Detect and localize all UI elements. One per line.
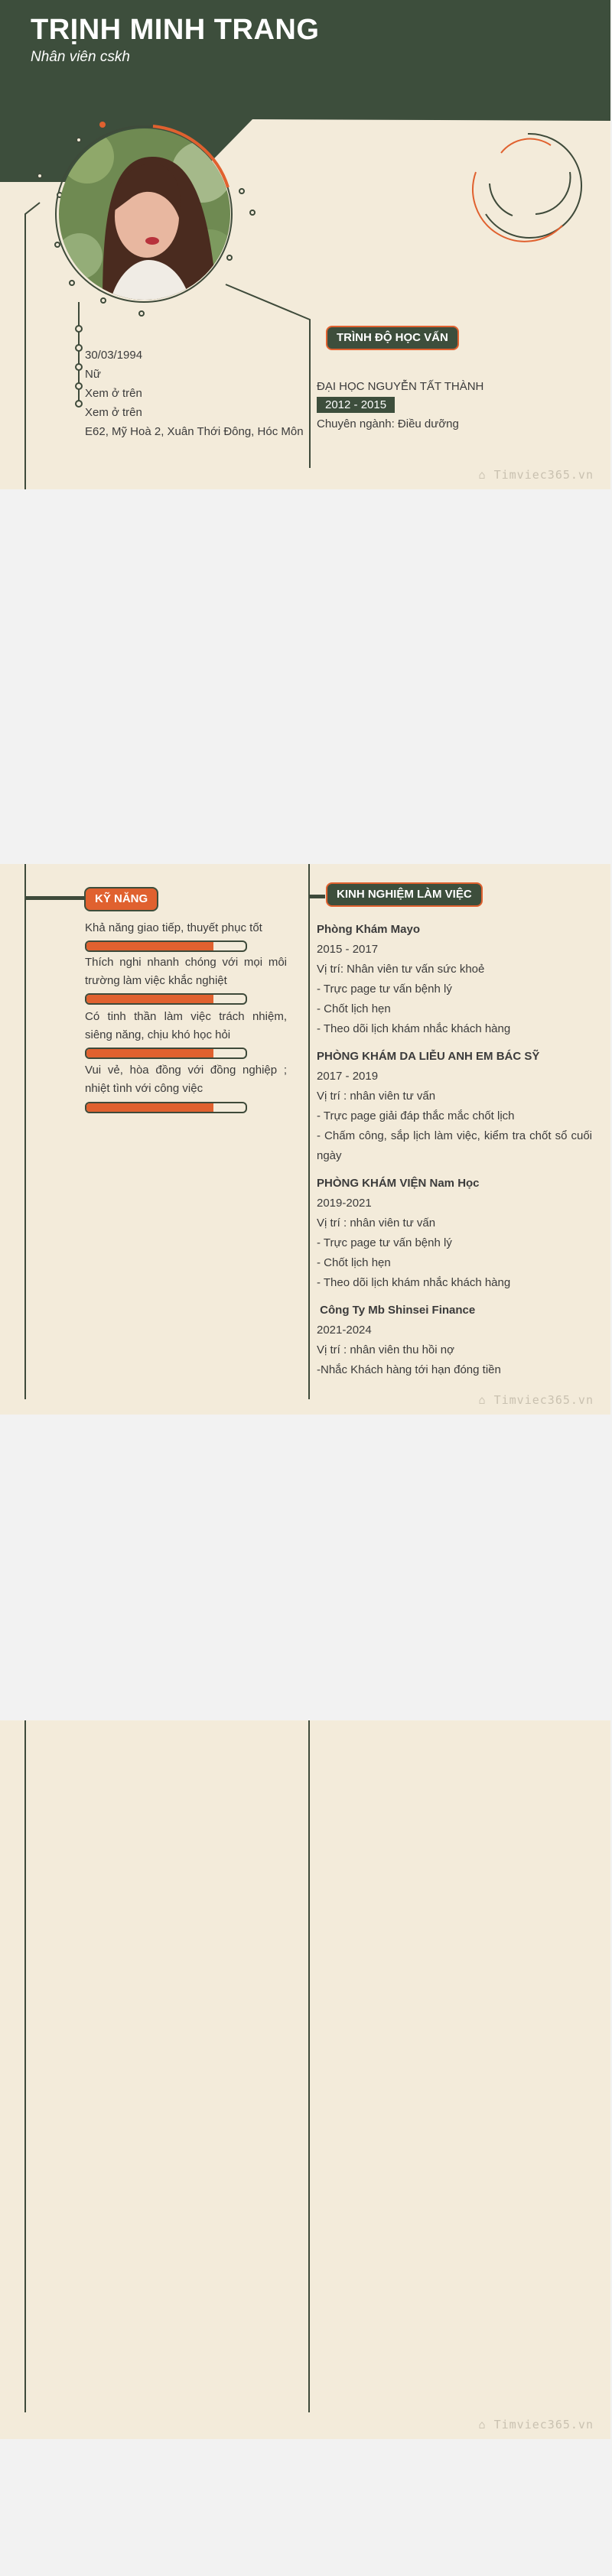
job-company: PHÒNG KHÁM DA LIỄU ANH EM BÁC SỸ [317,1050,540,1063]
job-line: Vị trí : nhân viên tư vấn [317,1090,436,1103]
skills-heading: KỸ NĂNG [84,887,158,911]
job-period: 2017 - 2019 [317,1070,379,1083]
cv-page-3 [0,1720,610,2439]
phone: Xem ở trên [85,387,142,400]
skill-item-4: Vui vẻ, hòa đồng với đồng nghiệp ; nhiệt tình với công việc [85,1064,287,1095]
watermark [479,468,594,482]
skill-item-1: Khả năng giao tiếp, thuyết phục tốt [85,921,262,934]
cv-page-1 [0,0,610,489]
birthday: 30/03/1994 [85,349,143,362]
skill-bar-fill [86,942,213,950]
job-company: Phòng Khám Mayo [317,923,421,936]
education-years: 2012 - 2015 [317,397,395,413]
watermark [479,2418,594,2431]
job-line: - Chốt lịch hẹn [317,1256,391,1269]
job-line: Vị trí : nhân viên thu hồi nợ [317,1343,454,1356]
experience-connector [308,895,325,898]
job-line: - Chốt lịch hẹn [317,1002,391,1015]
left-timeline-line [24,1720,26,2412]
job-4 [317,1301,592,1380]
experience-list [317,920,592,1380]
skill-bar-fill [86,1103,213,1112]
job-line: - Theo dõi lịch khám nhắc khách hàng [317,1276,511,1289]
job-period: 2015 - 2017 [317,943,379,956]
cv-page-2 [0,864,610,1415]
job-line: - Theo dõi lịch khám nhắc khách hàng [317,1022,511,1035]
skill-item-3: Có tinh thần làm việc trách nhiệm, siêng năng, chịu khó học hỏi [85,1010,287,1041]
job-line: - Chấm công, sắp lịch làm việc, kiểm tra chốt sổ cuối ngày [317,1129,592,1162]
skill-item-2: Thích nghi nhanh chóng với mọi môi trường làm việc khắc nghiệt [85,956,287,987]
decorative-circles [473,134,581,242]
job-company: PHÒNG KHÁM VIỆN Nam Học [317,1177,480,1190]
skills-connector [24,896,86,900]
skill-bar-4 [85,1102,247,1113]
job-2 [317,1047,592,1166]
job-line: - Trực page giải đáp thắc mắc chốt lịch [317,1109,515,1122]
job-line: - Trực page tư vấn bệnh lý [317,1236,452,1249]
left-timeline-line [24,864,26,1399]
education-heading: TRÌNH ĐỘ HỌC VẤN [326,326,459,350]
job-line: -Nhắc Khách hàng tới hạn đóng tiền [317,1363,501,1376]
watermark-icon: ⌂ [478,468,494,482]
job-period: 2019-2021 [317,1197,372,1210]
candidate-name: TRỊNH MINH TRANG [31,14,320,46]
gender: Nữ [85,368,101,381]
watermark-text: Timviec365.vn [493,2418,594,2431]
watermark-text: Timviec365.vn [493,468,594,482]
avatar [57,126,233,302]
experience-heading: KINH NGHIỆM LÀM VIỆC [326,882,483,907]
job-3 [317,1174,592,1293]
watermark-text: Timviec365.vn [493,1393,594,1407]
job-1 [317,920,592,1039]
job-line: - Trực page tư vấn bệnh lý [317,983,452,996]
skill-bar-2 [85,993,247,1005]
skill-bar-fill [86,1049,213,1057]
watermark-icon: ⌂ [478,2418,494,2431]
education-school: ĐẠI HỌC NGUYỄN TẤT THÀNH [317,380,484,393]
skill-bar-1 [85,940,247,952]
job-line: Vị trí: Nhân viên tư vấn sức khoẻ [317,963,485,976]
skill-bar-3 [85,1048,247,1059]
watermark [479,1393,594,1407]
email: Xem ở trên [85,406,142,419]
skill-bar-fill [86,995,213,1003]
job-period: 2021-2024 [317,1324,372,1337]
job-line: Vị trí : nhân viên tư vấn [317,1217,436,1230]
job-title: Nhân viên cskh [31,49,130,65]
education-major: Chuyên ngành: Điều dưỡng [317,417,459,430]
job-company: Công Ty Mb Shinsei Finance [317,1304,476,1317]
watermark-icon: ⌂ [478,1393,494,1407]
center-divider-line [308,864,310,1399]
center-divider-line [308,1720,310,2412]
address: E62, Mỹ Hoà 2, Xuân Thới Đông, Hóc Môn [85,425,304,438]
